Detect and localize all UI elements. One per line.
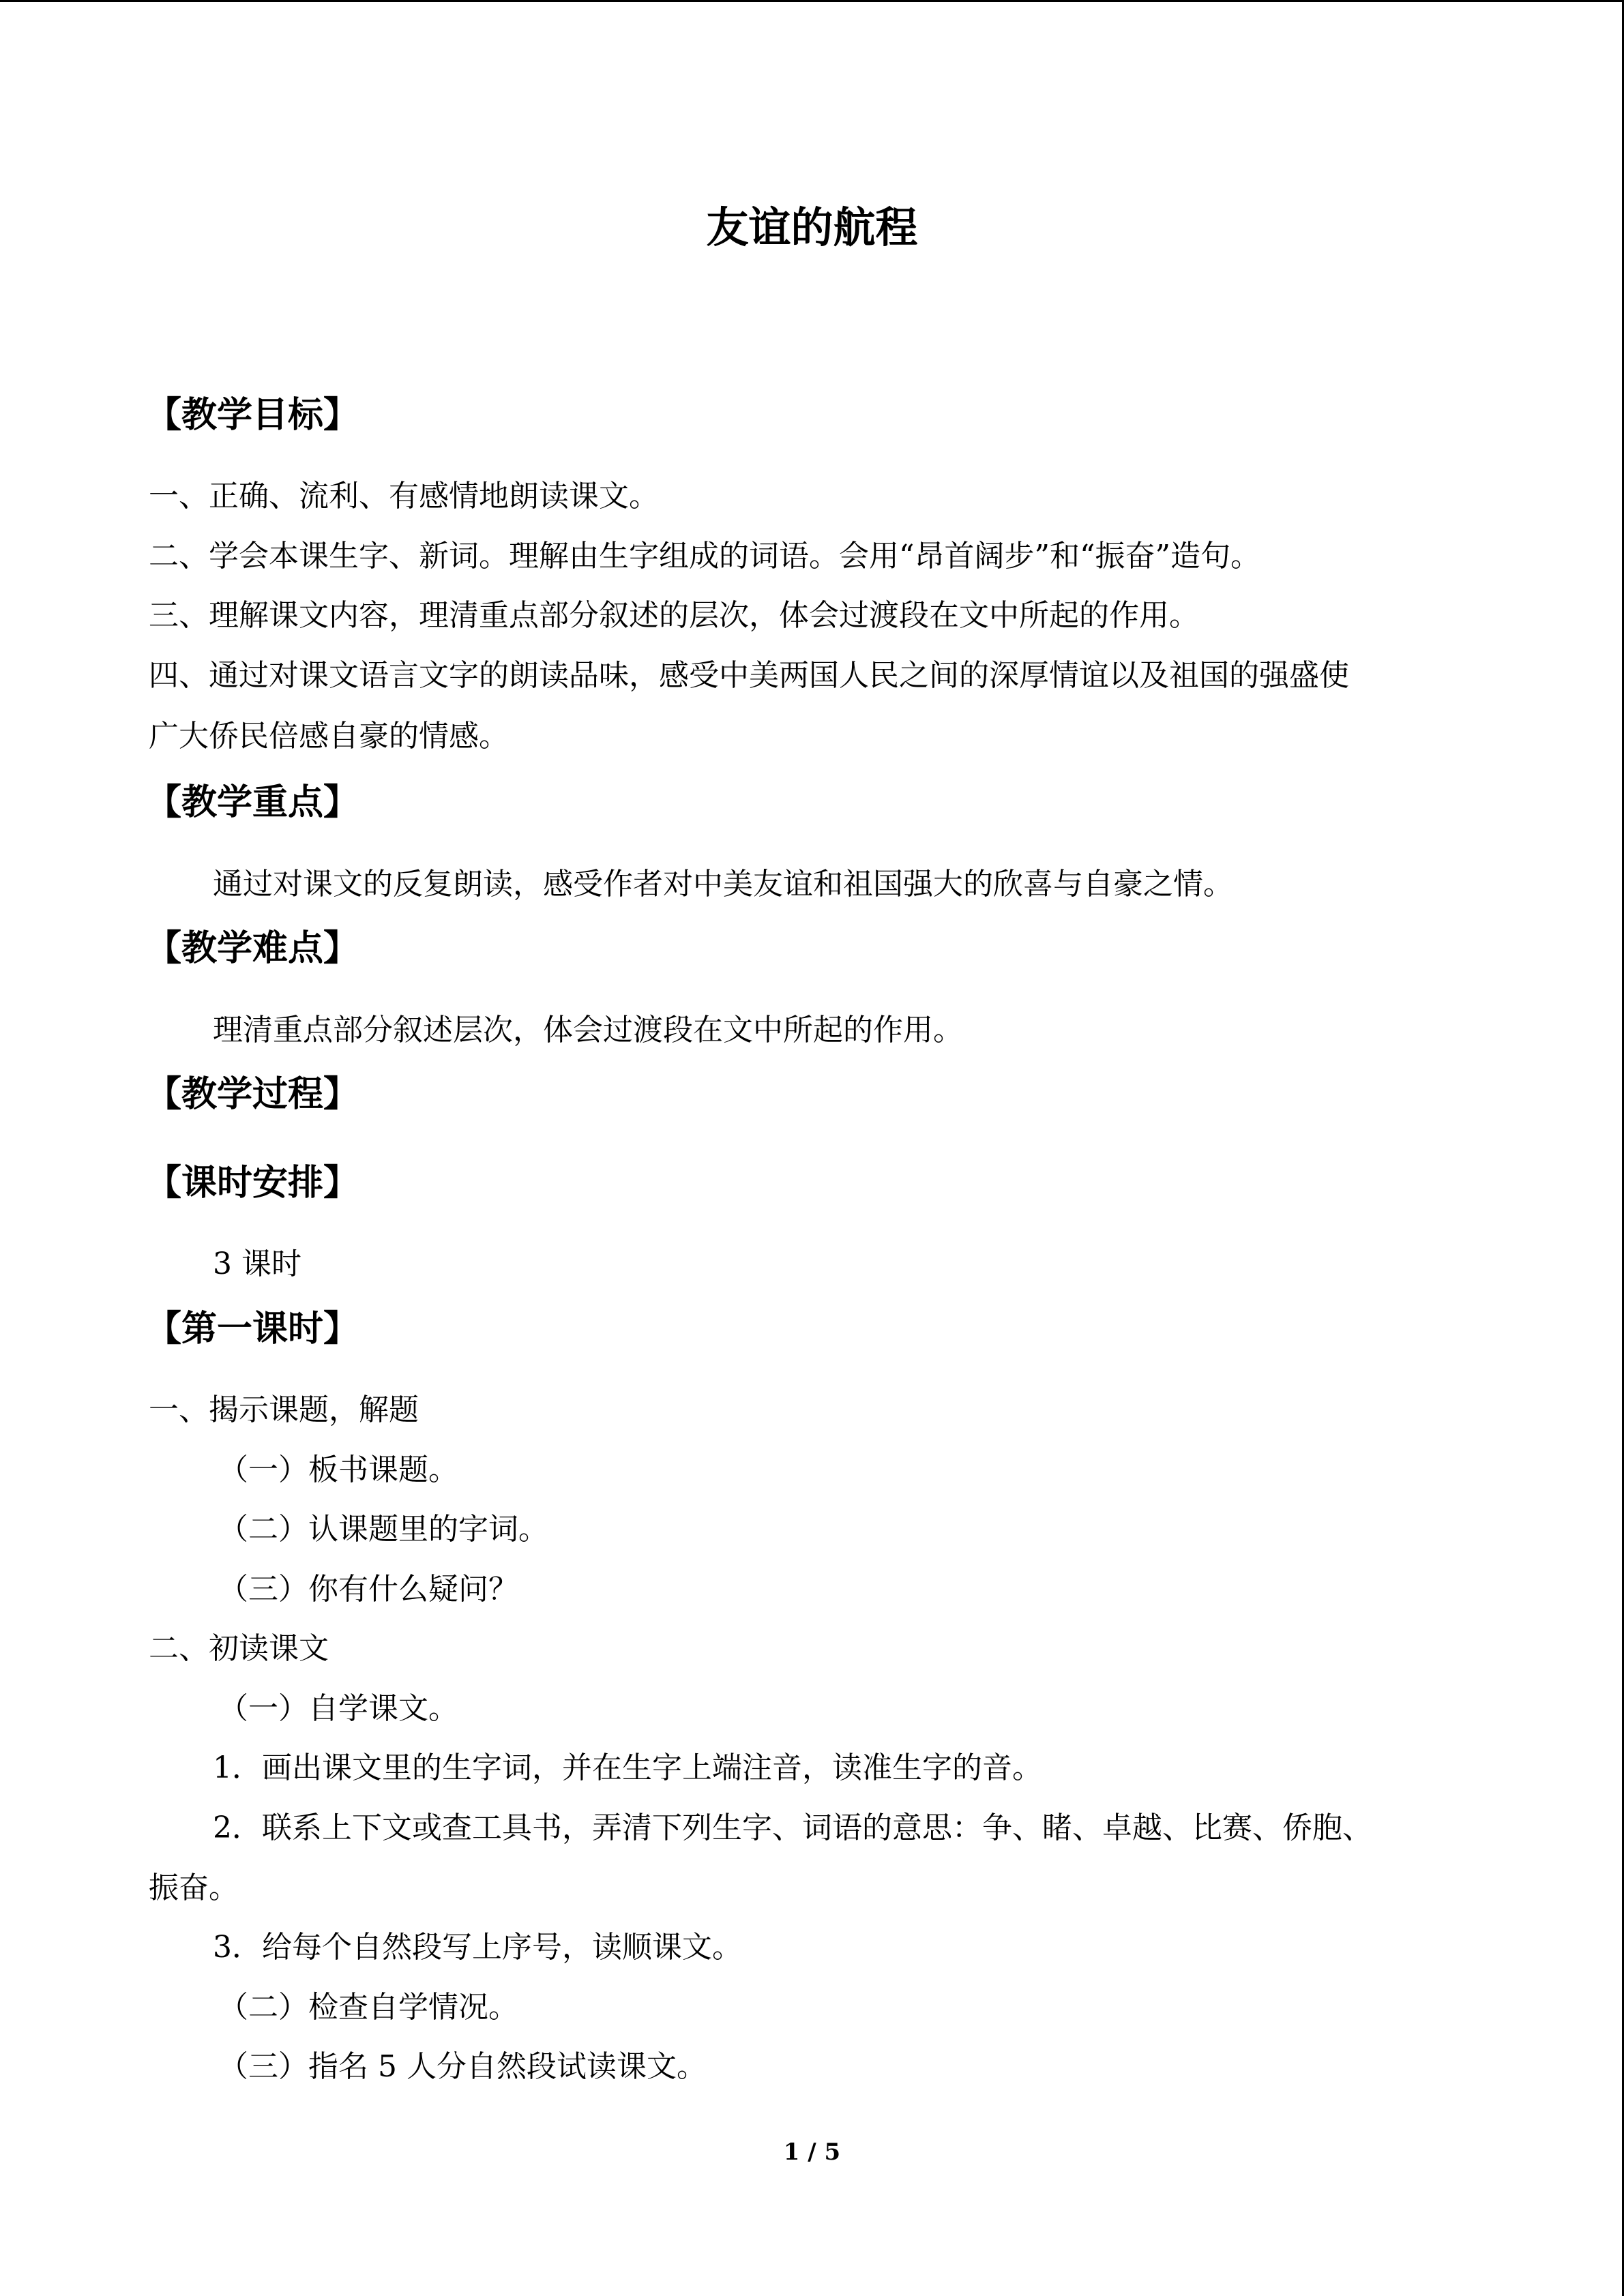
heading-process: 【教学过程】 — [146, 1074, 359, 1115]
document-title: 友谊的航程 — [706, 203, 918, 252]
lesson-line-11: （三）指名 5 人分自然段试读课文。 — [218, 2049, 707, 2084]
objective-item-3: 三、理解课文内容，理清重点部分叙述的层次，体会过渡段在文中所起的作用。 — [149, 598, 1199, 633]
lesson-line-4: （三）你有什么疑问？ — [218, 1572, 518, 1607]
lesson-line-6: （一）自学课文。 — [218, 1691, 458, 1726]
heading-objectives: 【教学目标】 — [146, 395, 359, 436]
heading-key-points: 【教学重点】 — [146, 782, 359, 823]
objective-item-4-cont: 广大侨民倍感自豪的情感。 — [149, 719, 509, 754]
key-points-text: 通过对课文的反复朗读，感受作者对中美友谊和祖国强大的欣喜与自豪之情。 — [213, 867, 1233, 901]
schedule-text: 3 课时 — [213, 1247, 301, 1281]
lesson-line-7: 1．画出课文里的生字词，并在生字上端注音，读准生字的音。 — [213, 1750, 1042, 1785]
objective-item-2: 二、学会本课生字、新词。理解由生字组成的词语。会用“昂首阔步”和“振奋”造句。 — [149, 539, 1260, 573]
objective-item-1: 一、正确、流利、有感情地朗读课文。 — [149, 479, 659, 513]
difficulties-text: 理清重点部分叙述层次，体会过渡段在文中所起的作用。 — [213, 1013, 963, 1047]
lesson-line-9: 3．给每个自然段写上序号，读顺课文。 — [213, 1930, 742, 1965]
heading-first-lesson: 【第一课时】 — [146, 1309, 359, 1350]
heading-schedule: 【课时安排】 — [146, 1163, 359, 1204]
lesson-line-5: 二、初读课文 — [149, 1631, 329, 1666]
page-number: 1 / 5 — [783, 2138, 841, 2166]
heading-difficulties: 【教学难点】 — [146, 928, 359, 969]
lesson-line-8: 2．联系上下文或查工具书，弄清下列生字、词语的意思：争、睹、卓越、比赛、侨胞、 — [213, 1810, 1372, 1845]
lesson-line-10: （二）检查自学情况。 — [218, 1990, 518, 2025]
objective-item-4: 四、通过对课文语言文字的朗读品味，感受中美两国人民之间的深厚情谊以及祖国的强盛使 — [149, 658, 1349, 693]
lesson-line-3: （二）认课题里的字词。 — [218, 1512, 548, 1547]
lesson-line-1: 一、揭示课题，解题 — [149, 1392, 419, 1427]
lesson-line-8-cont: 振奋。 — [149, 1870, 239, 1905]
lesson-line-2: （一）板书课题。 — [218, 1452, 458, 1487]
